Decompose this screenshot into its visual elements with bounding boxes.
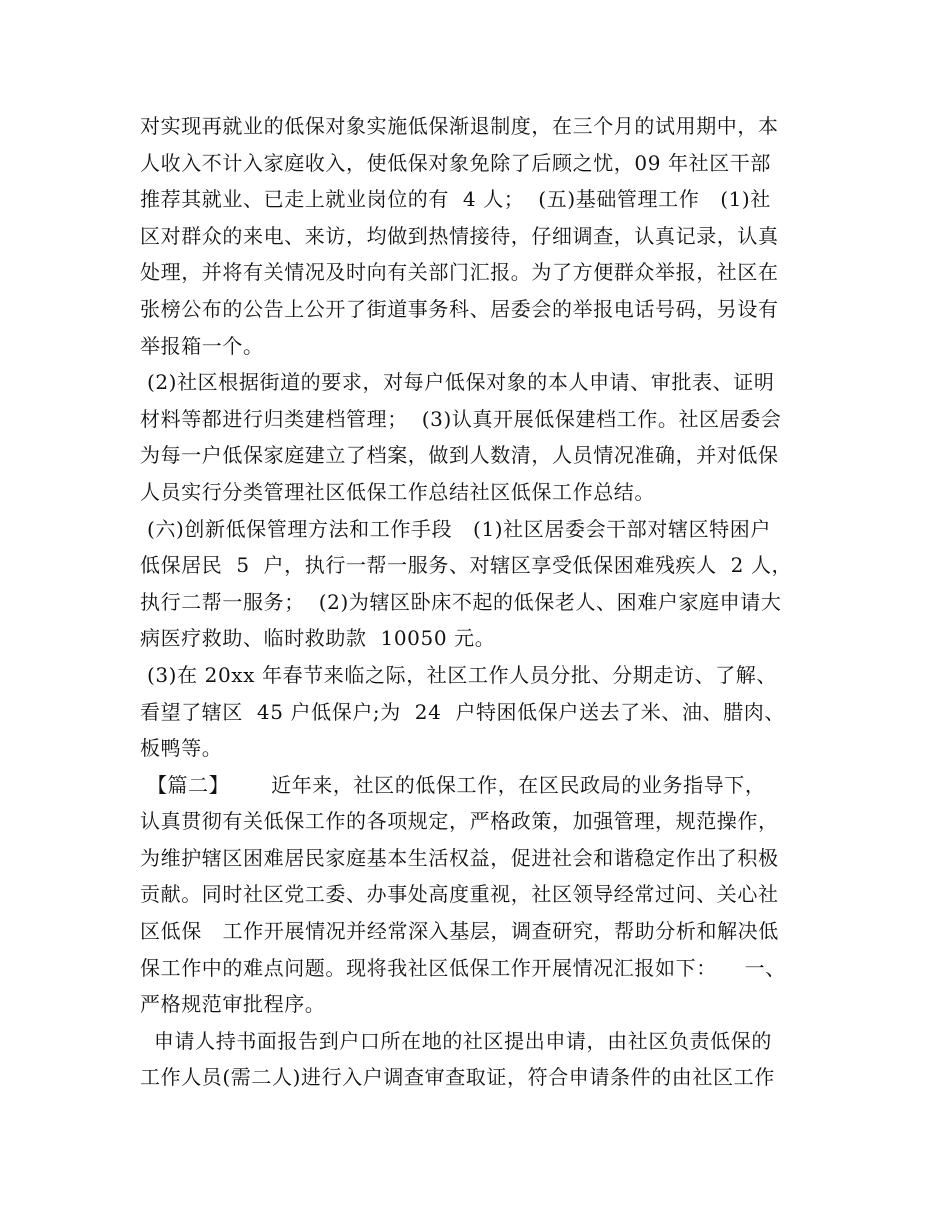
text-line: 区低保 工作开展情况并经常深入基层，调查研究，帮助分析和解决低	[140, 919, 779, 944]
text-line: 张榜公布的公告上公开了街道事务科、居委会的举报电话号码，另设有	[140, 296, 779, 321]
text-line: 保工作中的难点问题。现将我社区低保工作开展情况汇报如下： 一、	[140, 955, 786, 980]
text-line: 区对群众的来电、来访，均做到热情接待，仔细调查，认真记录，认真	[140, 223, 779, 248]
text-line: 看望了辖区 45 户低保户;为 24 户特困低保户送去了米、油、腊肉、	[140, 699, 785, 724]
text-line: 执行二帮一服务； (2)为辖区卧床不起的低保老人、困难户家庭申请大	[140, 589, 782, 614]
text-line: 举报箱一个。	[140, 333, 264, 358]
text-line: 病医疗救助、临时救助款 10050 元。	[140, 626, 496, 651]
text-line: 人收入不计入家庭收入，使低保对象免除了后顾之忧，09 年社区干部	[140, 150, 772, 175]
text-line: 材料等都进行归类建档管理； (3)认真开展低保建档工作。社区居委会	[140, 406, 782, 431]
text-line: (六)创新低保管理方法和工作手段 (1)社区居委会干部对辖区特困户	[140, 516, 771, 541]
text-line: 推荐其就业、已走上就业岗位的有 4 人； (五)基础管理工作 (1)社	[140, 187, 771, 212]
text-line: 为每一户低保家庭建立了档案，做到人数清，人员情况准确，并对低保	[140, 443, 779, 468]
text-line: 严格规范审批程序。	[140, 992, 326, 1017]
text-line: 工作人员(需二人)进行入户调查审查取证，符合申请条件的由社区工作	[140, 1065, 775, 1090]
text-line: 低保居民 5 户，执行一帮一服务、对辖区享受低保困难残疾人 2 人，	[140, 553, 793, 578]
text-line: (3)在 20xx 年春节来临之际，社区工作人员分批、分期走访、了解、	[140, 662, 778, 687]
text-line: 【篇二】 近年来，社区的低保工作，在区民政局的业务指导下，	[140, 772, 766, 797]
text-line: (2)社区根据街道的要求，对每户低保对象的本人申请、审批表、证明	[140, 370, 775, 395]
text-line: 板鸭等。	[140, 736, 223, 761]
text-line: 处理，并将有关情况及时向有关部门汇报。为了方便群众举报，社区在	[140, 260, 779, 285]
text-line: 人员实行分类管理社区低保工作总结社区低保工作总结。	[140, 479, 655, 504]
text-line: 为维护辖区困难居民家庭基本生活权益，促进社会和谐稳定作出了积极	[140, 845, 779, 870]
text-line: 贡献。同时社区党工委、办事处高度重视，社区领导经常过问、关心社	[140, 882, 779, 907]
text-line: 认真贯彻有关低保工作的各项规定，严格政策，加强管理，规范操作，	[140, 809, 779, 834]
text-line: 申请人持书面报告到户口所在地的社区提出申请，由社区负责低保的	[140, 1028, 772, 1053]
text-line: 对实现再就业的低保对象实施低保渐退制度，在三个月的试用期中，本	[140, 114, 779, 138]
document-body	[140, 108, 820, 1096]
